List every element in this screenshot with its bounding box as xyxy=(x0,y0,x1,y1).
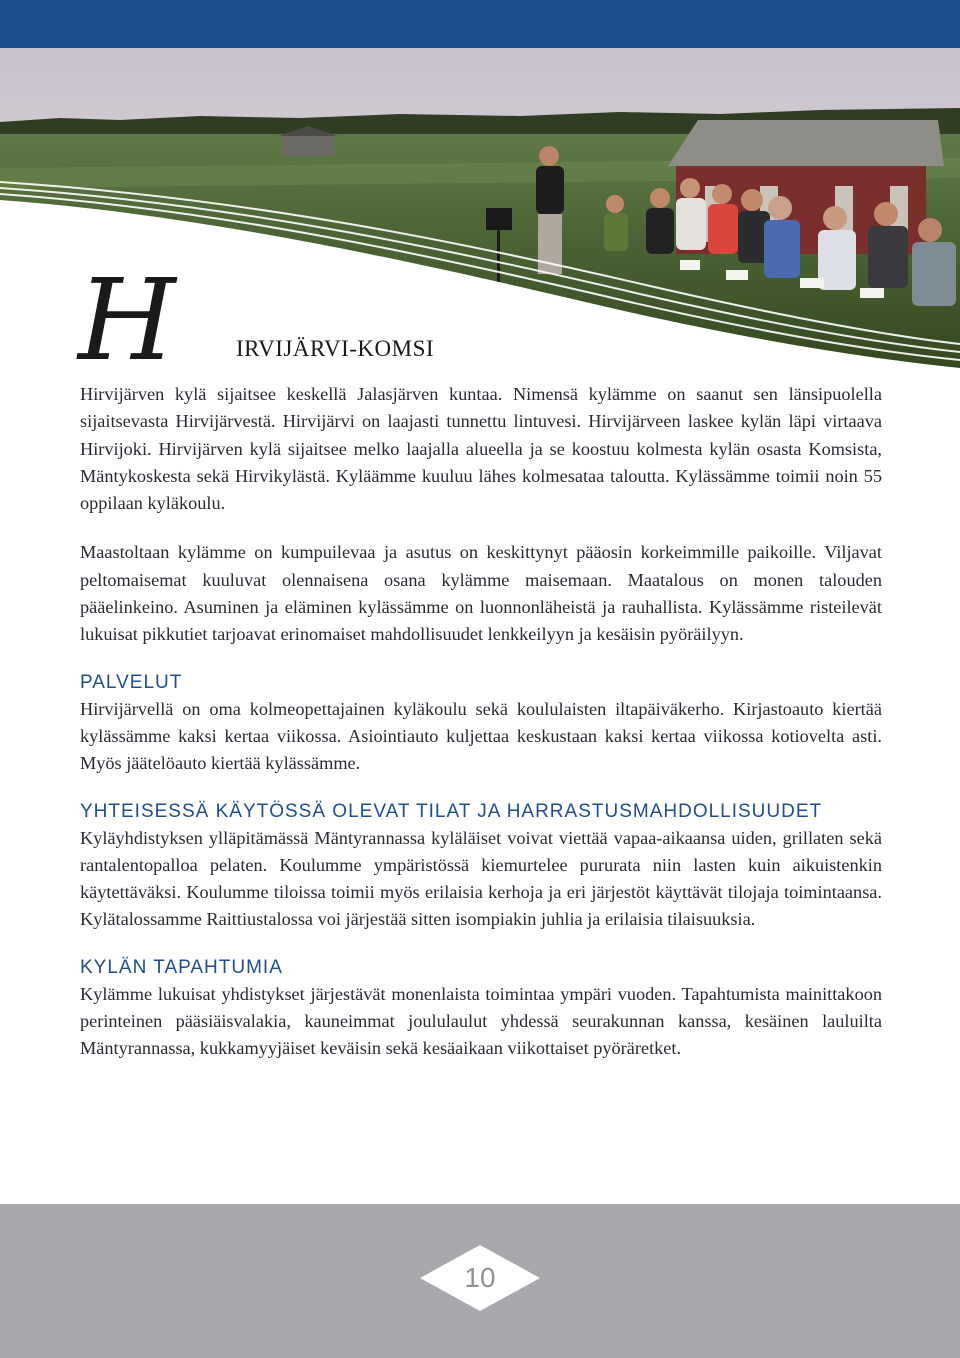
section-heading: PALVELUT xyxy=(80,671,183,693)
section-heading: KYLÄN TAPAHTUMIA xyxy=(80,956,283,978)
intro-paragraph-2: Maastoltaan kylämme on kumpuilevaa ja asutus on keskittynyt pääosin korkeimmille paikoille. Viljavat peltomaisemat kuuluvat olennaisena osana kylämme maisemaan. Maatalous on monen talouden pääelinkeino. Asuminen ja eläminen kylässämme on luonnonläheistä ja rauhallista. Kylässämme risteilevät lukuisat pikkutiet tarjoavat erinomaiset mahdollisuudet lenkkeilyyn ja kesäisin pyöräilyyn. xyxy=(80,542,882,645)
section-text: Kylämme lukuisat yhdistykset järjestävät monenlaista toimintaa ympäri vuoden. Tapahtumista mainittakoon perinteinen pääsiäisvalakia, kauneimmat joululaulut yhdessä seurakunnan kanssa, kesäinen lauluilta Mäntyrannassa, kukkamyyjäiset keväisin sekä kesäaikaan viikottaiset pyöräretket. xyxy=(80,983,882,1059)
section-text: Kyläyhdistyksen ylläpitämässä Mäntyrannassa kyläläiset voivat viettää vapaa-aikaansa uiden, grillaten sekä rantalentopalloa pelaten. Koulumme ympäristössä kiemurtelee pururata niin lasten kuin aikuistenkin käytettäväksi. Koulumme tiloissa toimii myös erilaisia kerhoja ja eri järjestöt käyttävät tilojaja toimintaansa. Kylätalossamme Raittiustalossa voi järjestää sitten isompiakin juhlia ja erilaisia tilaisuuksia. xyxy=(80,827,882,930)
article-body xyxy=(80,381,882,1063)
section-heading: YHTEISESSÄ KÄYTÖSSÄ OLEVAT TILAT JA HARRASTUSMAHDOLLISUUDET xyxy=(80,800,823,822)
page-title xyxy=(78,256,498,386)
top-color-bar xyxy=(0,0,960,48)
section-text: Hirvijärvellä on oma kolmeopettajainen kyläkoulu sekä koululaisten iltapäiväkerho. Kirjastoauto kiertää kylässämme kaksi kertaa viikossa. Asiointiauto kuljettaa keskustaan kaksi kertaa viikossa kotiovelta asti. Myös jäätelöauto kiertää kylässämme. xyxy=(80,698,882,774)
section-tapahtumia xyxy=(80,954,882,1063)
title-text: IRVIJÄRVI-KOMSI xyxy=(236,336,435,361)
section-tilat xyxy=(80,798,882,934)
title-initial: H xyxy=(78,256,176,386)
section-palvelut xyxy=(80,669,882,778)
intro-paragraph-1: Hirvijärven kylä sijaitsee keskellä Jalasjärven kuntaa. Nimensä kylämme on saanut sen länsipuolella sijaitsevasta Hirvijärvestä. Hirvijärvi on laajasti tunnettu lintuvesi. Hirvijärveen laskee kylän läpi virtaava Hirvijoki. Hirvijärven kylä sijaitsee melko laajalla alueella ja se koostuu kolmesta kylän osasta Komsista, Mäntykoskesta sekä Hirvikylästä. Kyläämme kuuluu lähes kolmesataa taloutta. Kylässämme toimii noin 55 oppilaan kyläkoulu. xyxy=(80,384,882,514)
page-number: 10 xyxy=(464,1262,496,1293)
